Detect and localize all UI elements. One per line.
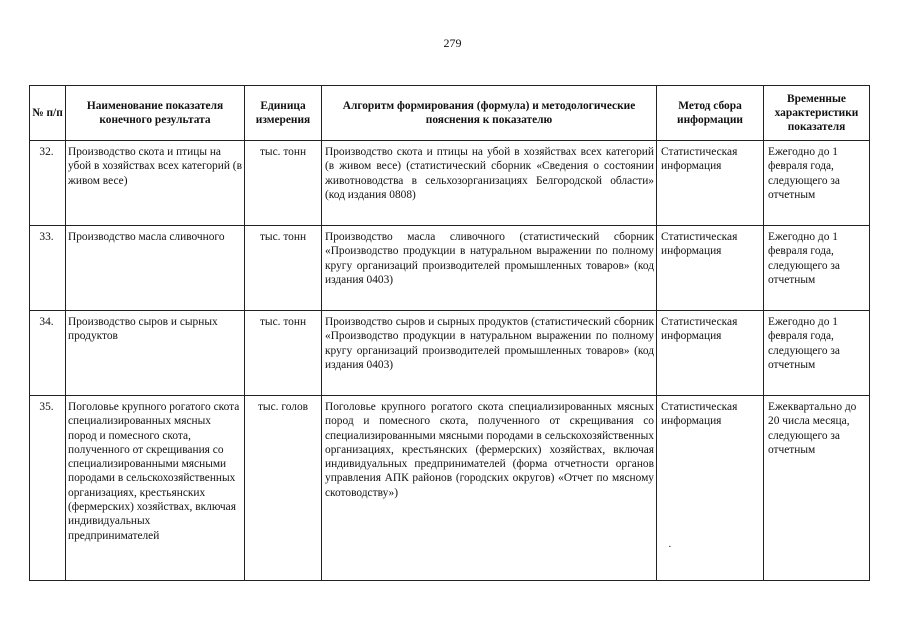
time-characteristics: Ежегодно до 1 февраля года, следующего за отчетным <box>768 316 840 371</box>
algorithm-description: Производство масла сливочного (статистический сборник «Производство продукции в натуральном выражении по полному кругу организаций производителей промышленных товаров» (код издания 0403) <box>325 231 654 286</box>
row-number: 32. <box>39 146 54 158</box>
algorithm-description: Производство сыров и сырных продуктов (статистический сборник «Производство продукции в натуральном выражении по полному кругу организаций производителей промышленных товаров» (код издания 0403) <box>325 316 654 371</box>
unit-of-measure: тыс. тонн <box>259 146 307 158</box>
header-algorithm: Алгоритм формирования (формула) и методологические пояснения к показателю <box>322 86 657 141</box>
time-characteristics: Ежегодно до 1 февраля года, следующего за отчетным <box>768 146 840 201</box>
row-number: 34. <box>39 316 54 328</box>
collection-method: Статистическая информация <box>661 316 738 343</box>
indicator-name: Производство масла сливочного <box>68 231 225 243</box>
collection-method: Статистическая информация <box>661 231 738 258</box>
header-unit: Единица измерения <box>245 86 322 141</box>
scan-dot: · <box>668 541 672 553</box>
time-characteristics: Ежегодно до 1 февраля года, следующего за отчетным <box>768 231 840 286</box>
row-number: 33. <box>39 231 54 243</box>
indicator-name: Поголовье крупного рогатого скота специализированных мясных пород и помесного скота, полученного от скрещивания со специализированными мясными породами в сельскохозяйственных организациях, крестьянских (фермерских) хозяйствах, включая индивидуальных предпринимателей <box>68 401 240 542</box>
table-header-row <box>30 86 870 141</box>
collection-method: Статистическая информация <box>661 401 738 428</box>
indicator-name: Производство скота и птицы на убой в хозяйствах всех категорий (в живом весе) <box>68 146 242 187</box>
table-row <box>30 226 870 311</box>
header-time: Временные характеристики показателя <box>764 86 870 141</box>
unit-of-measure: тыс. тонн <box>259 316 307 328</box>
indicator-name: Производство сыров и сырных продуктов <box>68 316 218 343</box>
unit-of-measure: тыс. тонн <box>259 231 307 243</box>
unit-of-measure: тыс. голов <box>257 401 309 413</box>
collection-method: Статистическая информация <box>661 146 738 173</box>
row-number: 35. <box>39 401 54 413</box>
header-name: Наименование показателя конечного результата <box>66 86 245 141</box>
time-characteristics: Ежеквартально до 20 числа месяца, следующего за отчетным <box>768 401 857 456</box>
table-row <box>30 396 870 581</box>
table-row <box>30 141 870 226</box>
table-row <box>30 311 870 396</box>
page-number: 279 <box>443 36 462 50</box>
algorithm-description: Производство скота и птицы на убой в хозяйствах всех категорий (в живом весе) (статистический сборник «Сведения о состоянии животноводства в сельхозорганизациях Белгородской области» (код издания 0808) <box>325 146 654 201</box>
indicators-table <box>29 85 870 581</box>
header-method: Метод сбора информации <box>657 86 764 141</box>
header-num: № п/п <box>30 86 66 141</box>
algorithm-description: Поголовье крупного рогатого скота специализированных мясных пород и помесного скота, полученного от скрещивания со специализированными мясными породами в сельскохозяйственных организациях, крестьянских (фермерских) хозяйствах, включая индивидуальных предпринимателей (форма отчетности органов управления АПК районов (городских округов) «Отчет по мясному скотоводству») <box>325 401 654 499</box>
